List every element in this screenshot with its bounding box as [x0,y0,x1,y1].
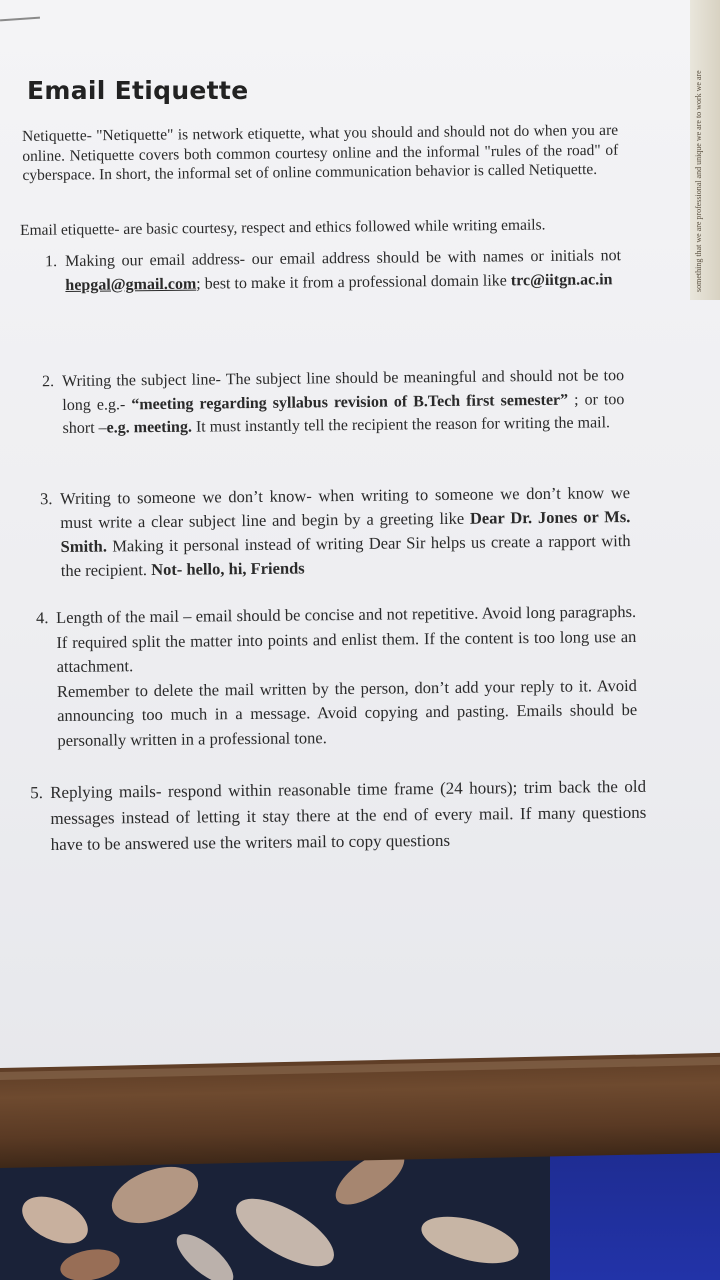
cloth-flower [417,1208,524,1273]
list-text: Replying mails- respond within reasonable time frame (24 hours); trim back the old messages instead of letting it stay there at the end of every mail. If many questions have to be answered use the writers mail to copy questions [50,776,647,854]
underlying-newspaper-edge [690,0,720,300]
bold-example: e.g. meeting. [106,418,193,437]
list-item-1 [45,244,622,297]
bold-example: Dear Dr. Jones or Ms. Smith. [60,507,631,556]
list-text: Remember to delete the mail written by the person, don’t add your reply to it. Avoid announcing too much in a message. Avoid copying and pasting. Emails should be personally written in a professional tone. [56,675,638,750]
cloth-flower [169,1226,241,1280]
list-text: ; or too short – [62,390,625,437]
list-number: 3. [40,489,53,509]
bold-example: “meeting regarding syllabus revision of B.Tech first semester” [131,391,569,413]
netiquette-paragraph: Netiquette- "Netiquette" is network etiquette, what you should and should not do when you are online. Netiquette covers both common courtesy online and the informal "rules of the road" of cyberspace. In short, the informal set of online communication behavior is called Netiquette. [22,121,619,184]
list-number: 5. [30,783,43,803]
list-item-3 [40,481,631,583]
list-item-5 [30,774,647,858]
bold-example: Not- hello, hi, Friends [151,558,305,580]
document-title: Email Etiquette [27,76,249,105]
list-number: 4. [36,608,49,628]
cloth-flower [226,1186,344,1280]
list-text: Making it personal instead of writing Dear Sir helps us create a rapport with the recipient. [60,531,631,580]
example-good-email: trc@iitgn.ac.in [510,270,613,289]
list-text: Making our email address- our email address should be with names or initials not [65,247,622,270]
list-number: 2. [42,373,55,391]
list-number: 1. [45,253,58,271]
email-etiquette-paragraph: Email etiquette- are basic courtesy, respect and ethics followed while writing emails. [20,216,546,239]
list-text: ; best to make it from a professional domain like [196,271,511,293]
cloth-flower [15,1187,95,1253]
list-item-4 [36,600,638,753]
list-text: Length of the mail – email should be concise and not repetitive. Avoid long paragraphs. If required split the matter into points and enlist them. If the content is too long use an attachment. [56,601,637,676]
newspaper-edge-text: something that we are professional and unique we are to work we are [694,70,703,292]
list-text: Writing the subject line- The subject line should be meaningful and should not be too long e.g.- [62,367,625,414]
example-bad-email: hepgal@gmail.com [65,275,197,294]
fold-line [0,17,40,22]
list-text: It must instantly tell the recipient the reason for writing the mail. [191,414,611,436]
cloth-flower [58,1245,122,1280]
list-text: Writing to someone we don’t know- when writing to someone we don’t know we must write a clear subject line and begin by a greeting like [60,483,631,532]
list-item-2 [42,364,625,440]
cloth-flower [104,1156,206,1234]
